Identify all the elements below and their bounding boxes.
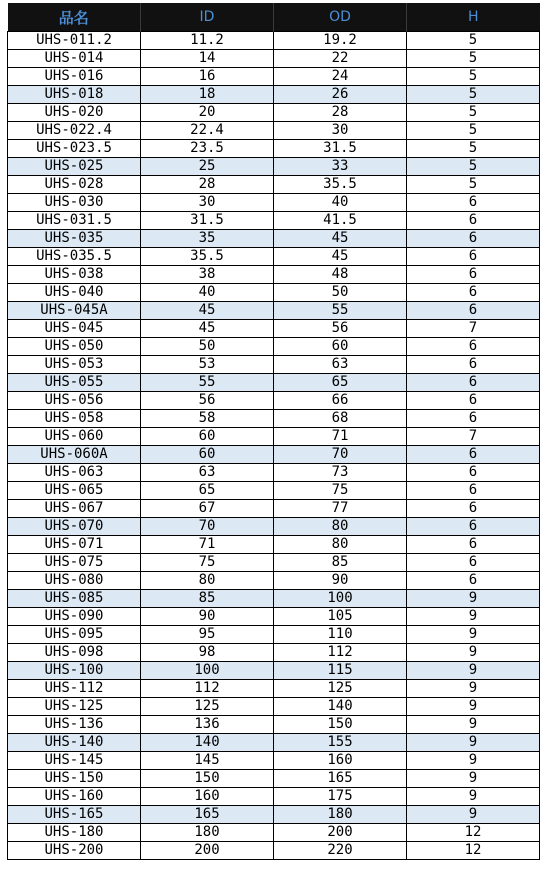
cell-h: 5 (407, 176, 540, 194)
table-row (8, 284, 540, 302)
cell-od: 24 (274, 68, 407, 86)
cell-id: 50 (141, 338, 274, 356)
cell-h: 9 (407, 698, 540, 716)
cell-name: UHS-200 (8, 842, 141, 860)
cell-id: 165 (141, 806, 274, 824)
cell-name: UHS-136 (8, 716, 141, 734)
cell-od: 33 (274, 158, 407, 176)
cell-h: 6 (407, 536, 540, 554)
cell-name: UHS-165 (8, 806, 141, 824)
cell-od: 56 (274, 320, 407, 338)
cell-od: 220 (274, 842, 407, 860)
table-row (8, 572, 540, 590)
table-row (8, 266, 540, 284)
cell-h: 6 (407, 572, 540, 590)
cell-name: UHS-098 (8, 644, 141, 662)
table-row (8, 302, 540, 320)
table-row (8, 176, 540, 194)
cell-id: 65 (141, 482, 274, 500)
cell-h: 6 (407, 392, 540, 410)
cell-od: 28 (274, 104, 407, 122)
cell-od: 110 (274, 626, 407, 644)
cell-name: UHS-060 (8, 428, 141, 446)
cell-id: 53 (141, 356, 274, 374)
cell-od: 90 (274, 572, 407, 590)
cell-h: 5 (407, 50, 540, 68)
cell-h: 6 (407, 356, 540, 374)
table-row (8, 698, 540, 716)
cell-od: 112 (274, 644, 407, 662)
table-body (8, 32, 540, 860)
cell-od: 50 (274, 284, 407, 302)
cell-od: 60 (274, 338, 407, 356)
cell-od: 68 (274, 410, 407, 428)
table-row (8, 536, 540, 554)
table-row (8, 842, 540, 860)
cell-name: UHS-055 (8, 374, 141, 392)
cell-id: 11.2 (141, 32, 274, 50)
cell-h: 5 (407, 140, 540, 158)
cell-id: 40 (141, 284, 274, 302)
cell-name: UHS-020 (8, 104, 141, 122)
cell-h: 9 (407, 608, 540, 626)
cell-id: 71 (141, 536, 274, 554)
table-row (8, 752, 540, 770)
cell-id: 95 (141, 626, 274, 644)
cell-od: 80 (274, 536, 407, 554)
cell-name: UHS-030 (8, 194, 141, 212)
cell-id: 14 (141, 50, 274, 68)
cell-h: 6 (407, 554, 540, 572)
cell-od: 73 (274, 464, 407, 482)
cell-id: 136 (141, 716, 274, 734)
cell-od: 40 (274, 194, 407, 212)
cell-id: 90 (141, 608, 274, 626)
header-name: 品名 (8, 3, 141, 32)
table-row (8, 32, 540, 50)
cell-od: 175 (274, 788, 407, 806)
cell-h: 9 (407, 662, 540, 680)
cell-od: 85 (274, 554, 407, 572)
table-row (8, 68, 540, 86)
header-h: H (407, 3, 540, 32)
cell-id: 75 (141, 554, 274, 572)
cell-h: 9 (407, 752, 540, 770)
table-row (8, 104, 540, 122)
cell-od: 65 (274, 374, 407, 392)
table-row (8, 158, 540, 176)
table-header (8, 3, 540, 32)
cell-od: 140 (274, 698, 407, 716)
cell-h: 6 (407, 212, 540, 230)
table-row (8, 716, 540, 734)
table-row (8, 554, 540, 572)
table-row (8, 140, 540, 158)
cell-h: 5 (407, 86, 540, 104)
cell-od: 31.5 (274, 140, 407, 158)
cell-id: 35 (141, 230, 274, 248)
cell-name: UHS-011.2 (8, 32, 141, 50)
cell-name: UHS-050 (8, 338, 141, 356)
cell-od: 115 (274, 662, 407, 680)
cell-name: UHS-053 (8, 356, 141, 374)
cell-id: 67 (141, 500, 274, 518)
table-row (8, 662, 540, 680)
table-row (8, 230, 540, 248)
cell-h: 6 (407, 482, 540, 500)
cell-name: UHS-145 (8, 752, 141, 770)
cell-od: 77 (274, 500, 407, 518)
cell-od: 35.5 (274, 176, 407, 194)
cell-h: 5 (407, 32, 540, 50)
cell-od: 125 (274, 680, 407, 698)
cell-h: 5 (407, 158, 540, 176)
cell-name: UHS-035 (8, 230, 141, 248)
table-row (8, 86, 540, 104)
cell-name: UHS-063 (8, 464, 141, 482)
cell-h: 9 (407, 770, 540, 788)
cell-name: UHS-058 (8, 410, 141, 428)
table-row (8, 320, 540, 338)
cell-od: 80 (274, 518, 407, 536)
cell-id: 60 (141, 428, 274, 446)
cell-name: UHS-016 (8, 68, 141, 86)
table-row (8, 356, 540, 374)
table-row (8, 464, 540, 482)
table-row (8, 500, 540, 518)
table-row (8, 392, 540, 410)
cell-h: 9 (407, 734, 540, 752)
cell-id: 38 (141, 266, 274, 284)
header-od: OD (274, 3, 407, 32)
table-row (8, 806, 540, 824)
cell-name: UHS-045 (8, 320, 141, 338)
cell-h: 6 (407, 194, 540, 212)
cell-h: 9 (407, 644, 540, 662)
cell-od: 150 (274, 716, 407, 734)
cell-h: 9 (407, 680, 540, 698)
cell-h: 6 (407, 500, 540, 518)
spec-table (7, 3, 540, 860)
cell-od: 155 (274, 734, 407, 752)
cell-id: 45 (141, 302, 274, 320)
cell-id: 58 (141, 410, 274, 428)
cell-name: UHS-038 (8, 266, 141, 284)
cell-id: 60 (141, 446, 274, 464)
table-row (8, 212, 540, 230)
cell-od: 19.2 (274, 32, 407, 50)
cell-od: 180 (274, 806, 407, 824)
cell-name: UHS-140 (8, 734, 141, 752)
cell-od: 45 (274, 248, 407, 266)
cell-h: 5 (407, 122, 540, 140)
cell-id: 180 (141, 824, 274, 842)
cell-name: UHS-065 (8, 482, 141, 500)
cell-od: 70 (274, 446, 407, 464)
cell-h: 9 (407, 590, 540, 608)
cell-name: UHS-071 (8, 536, 141, 554)
cell-h: 7 (407, 320, 540, 338)
cell-od: 75 (274, 482, 407, 500)
cell-h: 5 (407, 104, 540, 122)
cell-od: 71 (274, 428, 407, 446)
cell-h: 6 (407, 266, 540, 284)
cell-h: 12 (407, 824, 540, 842)
cell-od: 30 (274, 122, 407, 140)
cell-h: 6 (407, 374, 540, 392)
cell-name: UHS-060A (8, 446, 141, 464)
cell-od: 100 (274, 590, 407, 608)
cell-name: UHS-067 (8, 500, 141, 518)
table-row (8, 194, 540, 212)
cell-h: 6 (407, 230, 540, 248)
cell-id: 31.5 (141, 212, 274, 230)
cell-name: UHS-080 (8, 572, 141, 590)
cell-h: 5 (407, 68, 540, 86)
table-row (8, 248, 540, 266)
cell-h: 9 (407, 716, 540, 734)
cell-od: 200 (274, 824, 407, 842)
table-row (8, 626, 540, 644)
header-row (8, 3, 540, 32)
cell-id: 18 (141, 86, 274, 104)
table-row (8, 50, 540, 68)
cell-h: 7 (407, 428, 540, 446)
table-row (8, 446, 540, 464)
table-row (8, 338, 540, 356)
cell-id: 23.5 (141, 140, 274, 158)
table-row (8, 428, 540, 446)
cell-name: UHS-112 (8, 680, 141, 698)
cell-id: 200 (141, 842, 274, 860)
table-row (8, 482, 540, 500)
cell-name: UHS-090 (8, 608, 141, 626)
cell-h: 6 (407, 302, 540, 320)
cell-h: 6 (407, 518, 540, 536)
cell-id: 16 (141, 68, 274, 86)
cell-od: 22 (274, 50, 407, 68)
cell-id: 98 (141, 644, 274, 662)
cell-od: 63 (274, 356, 407, 374)
cell-h: 9 (407, 806, 540, 824)
cell-id: 125 (141, 698, 274, 716)
cell-name: UHS-160 (8, 788, 141, 806)
cell-id: 56 (141, 392, 274, 410)
cell-name: UHS-085 (8, 590, 141, 608)
cell-name: UHS-031.5 (8, 212, 141, 230)
table-row (8, 608, 540, 626)
cell-od: 48 (274, 266, 407, 284)
cell-id: 35.5 (141, 248, 274, 266)
cell-od: 45 (274, 230, 407, 248)
cell-id: 45 (141, 320, 274, 338)
cell-id: 22.4 (141, 122, 274, 140)
cell-name: UHS-040 (8, 284, 141, 302)
cell-od: 55 (274, 302, 407, 320)
cell-name: UHS-100 (8, 662, 141, 680)
cell-id: 85 (141, 590, 274, 608)
table-row (8, 374, 540, 392)
cell-name: UHS-070 (8, 518, 141, 536)
cell-name: UHS-022.4 (8, 122, 141, 140)
table-row (8, 122, 540, 140)
cell-od: 160 (274, 752, 407, 770)
cell-id: 112 (141, 680, 274, 698)
cell-od: 165 (274, 770, 407, 788)
table-row (8, 734, 540, 752)
table-row (8, 518, 540, 536)
cell-name: UHS-150 (8, 770, 141, 788)
cell-name: UHS-028 (8, 176, 141, 194)
cell-name: UHS-095 (8, 626, 141, 644)
cell-id: 55 (141, 374, 274, 392)
cell-name: UHS-056 (8, 392, 141, 410)
table-row (8, 644, 540, 662)
cell-name: UHS-045A (8, 302, 141, 320)
cell-id: 160 (141, 788, 274, 806)
cell-h: 6 (407, 410, 540, 428)
cell-id: 100 (141, 662, 274, 680)
cell-id: 140 (141, 734, 274, 752)
table-row (8, 590, 540, 608)
cell-id: 30 (141, 194, 274, 212)
header-id: ID (141, 3, 274, 32)
cell-id: 63 (141, 464, 274, 482)
cell-id: 25 (141, 158, 274, 176)
cell-h: 6 (407, 446, 540, 464)
cell-name: UHS-075 (8, 554, 141, 572)
cell-od: 105 (274, 608, 407, 626)
cell-name: UHS-180 (8, 824, 141, 842)
cell-name: UHS-125 (8, 698, 141, 716)
table-row (8, 770, 540, 788)
cell-name: UHS-023.5 (8, 140, 141, 158)
cell-od: 66 (274, 392, 407, 410)
cell-h: 9 (407, 788, 540, 806)
cell-h: 6 (407, 248, 540, 266)
cell-id: 150 (141, 770, 274, 788)
cell-h: 9 (407, 626, 540, 644)
cell-id: 145 (141, 752, 274, 770)
table-row (8, 680, 540, 698)
cell-od: 41.5 (274, 212, 407, 230)
table-row (8, 410, 540, 428)
cell-id: 80 (141, 572, 274, 590)
cell-name: UHS-014 (8, 50, 141, 68)
cell-od: 26 (274, 86, 407, 104)
table-row (8, 788, 540, 806)
cell-id: 20 (141, 104, 274, 122)
table-row (8, 824, 540, 842)
cell-h: 6 (407, 338, 540, 356)
cell-h: 6 (407, 284, 540, 302)
cell-name: UHS-018 (8, 86, 141, 104)
cell-id: 70 (141, 518, 274, 536)
cell-name: UHS-035.5 (8, 248, 141, 266)
cell-h: 12 (407, 842, 540, 860)
cell-id: 28 (141, 176, 274, 194)
cell-h: 6 (407, 464, 540, 482)
cell-name: UHS-025 (8, 158, 141, 176)
